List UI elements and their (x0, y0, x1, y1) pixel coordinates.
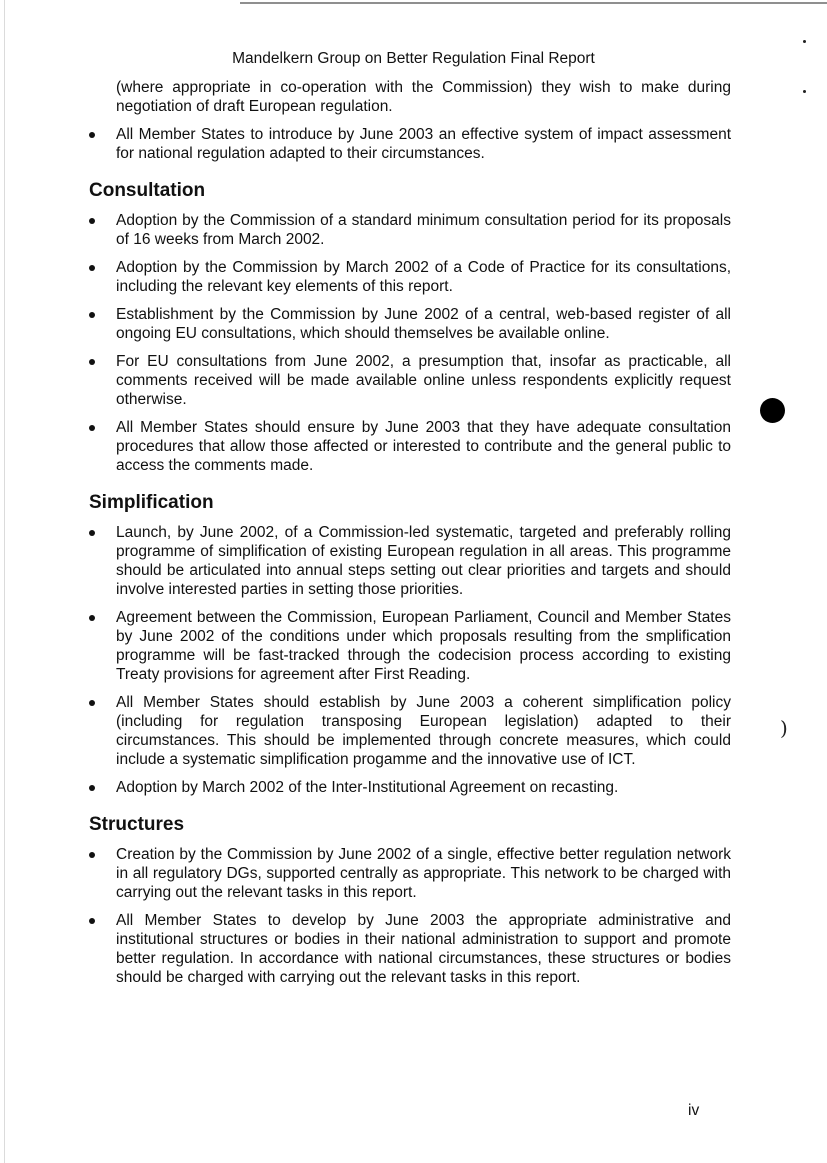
bullet-icon (89, 132, 95, 138)
list-item-text: Adoption by the Commission by March 2002 of a Code of Practice for its consultations, including the relevant key elements of this report. (116, 259, 731, 295)
list-item-text: Adoption by the Commission of a standard minimum consultation period for its proposals of 16 weeks from March 2002. (116, 212, 731, 248)
list-item-text: Establishment by the Commission by June 2002 of a central, web-based register of all ongoing EU consultations, which should themselves be available online. (116, 306, 731, 342)
simplification-bullet-list (89, 523, 731, 797)
scan-edge-line-top (240, 2, 827, 4)
running-header: Mandelkern Group on Better Regulation Final Report (232, 50, 595, 67)
scan-edge-line-left (4, 0, 5, 1163)
list-item (89, 125, 731, 163)
structures-bullet-list (89, 845, 731, 987)
bullet-icon (89, 218, 95, 224)
list-item-text: For EU consultations from June 2002, a presumption that, insofar as practicable, all comments received will be made available online unless respondents explicitly request otherwise. (116, 353, 731, 408)
bullet-icon (89, 700, 95, 706)
list-item (89, 523, 731, 599)
bullet-icon (89, 312, 95, 318)
list-item (89, 305, 731, 343)
section-heading-structures: Structures (89, 814, 185, 835)
bullet-icon (89, 785, 95, 791)
scan-speck-mark (803, 90, 806, 93)
list-item-text: All Member States should ensure by June 2003 that they have adequate consultation procedures that allow those affected or interested to contribute and the general public to access the comments made. (116, 419, 731, 474)
list-item (89, 258, 731, 296)
list-item (89, 778, 731, 797)
bullet-icon (89, 852, 95, 858)
list-item-text: All Member States to develop by June 2003 the appropriate administrative and institutional structures or bodies in their national administration to support and promote better regulation. In accordance with national circumstances, these structures or bodies should be charged with carrying out the relevant tasks in this report. (116, 912, 731, 986)
list-item-text: Adoption by March 2002 of the Inter-Institutional Agreement on recasting. (116, 779, 619, 796)
consultation-bullet-list (89, 211, 731, 475)
list-item (89, 352, 731, 409)
page-body (89, 78, 731, 996)
bullet-icon (89, 615, 95, 621)
section-heading-consultation: Consultation (89, 180, 206, 201)
scan-speck-mark (803, 40, 806, 43)
bullet-icon (89, 530, 95, 536)
list-item (89, 693, 731, 769)
list-item (89, 418, 731, 475)
list-item-text: Agreement between the Commission, European Parliament, Council and Member States by June 2002 of the conditions under which proposals resulting from the smplification programme will be fast-tracked through the codecision process according to existing Treaty provisions for agreement after First Reading. (116, 609, 731, 683)
list-item (89, 845, 731, 902)
hole-punch-mark (760, 398, 785, 423)
intro-bullet-list (89, 125, 731, 163)
section-heading-simplification: Simplification (89, 492, 214, 513)
list-item-text: Launch, by June 2002, of a Commission-led systematic, targeted and preferably rolling programme of simplification of existing European regulation in all areas. This programme should be articulated into annual steps setting out clear priorities and targets and should involve interested parties in setting those priorities. (116, 524, 731, 598)
list-item-text: All Member States should establish by June 2003 a coherent simplification policy (including for regulation transposing European legislation) adapted to their circumstances. This should be implemented through concrete measures, which could include a systematic simplification progamme and the innovative use of ICT. (116, 694, 731, 768)
bullet-icon (89, 918, 95, 924)
list-item-text: All Member States to introduce by June 2003 an effective system of impact assessment for national regulation adapted to their circumstances. (116, 126, 731, 162)
continued-paragraph: (where appropriate in co-operation with the Commission) they wish to make during negotiation of draft European regulation. (116, 79, 731, 115)
list-item (89, 608, 731, 684)
bullet-icon (89, 265, 95, 271)
list-item (89, 911, 731, 987)
list-item-text: Creation by the Commission by June 2002 of a single, effective better regulation network in all regulatory DGs, supported centrally as appropriate. This network to be charged with carrying out the relevant tasks in this report. (116, 846, 731, 901)
page-number: iv (688, 1102, 700, 1119)
scan-bracket-mark: ) (780, 716, 788, 740)
list-item (89, 211, 731, 249)
bullet-icon (89, 359, 95, 365)
bullet-icon (89, 425, 95, 431)
